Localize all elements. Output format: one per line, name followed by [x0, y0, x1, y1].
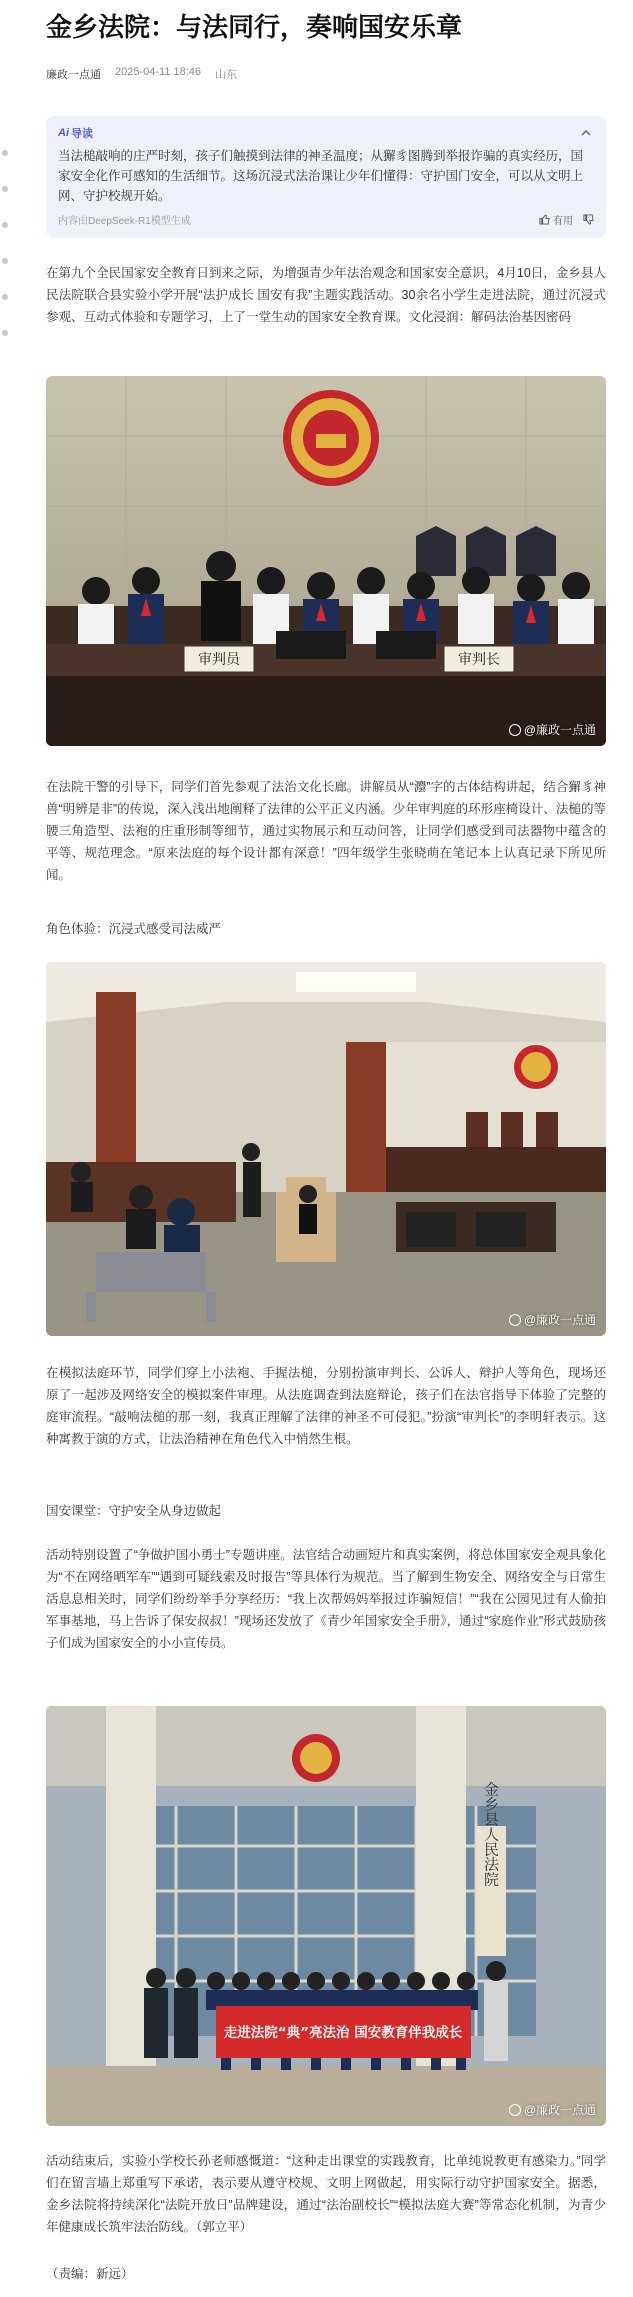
guide-text: 当法槌敲响的庄严时刻，孩子们触摸到法律的神圣温度；从獬豸图腾到举报诈骗的真实经历，国家安全化作可感知的生活细节。这场沉浸式法治课让少年们懂得：守护国门安全，可以从文明上网、守护校规开始。: [58, 149, 584, 203]
ai-guide-box: [46, 116, 606, 238]
collapse-chevron-icon[interactable]: [578, 125, 594, 141]
photo-watermark: @廉政一点通: [509, 721, 596, 738]
photo-mock-trial: [46, 962, 606, 1336]
paragraph-culture: 在法院干警的引导下，同学们首先参观了法治文化长廊。讲解员从“灋”字的古体结构讲起，结合獬豸神兽“明辨是非”的传说，深入浅出地阐释了法律的公平正义内涵。少年审判庭的环形座椅设计、法槌的等腰三角造型、法袍的庄重形制等细节，通过实物展示和互动问答，让同学们感受到司法器物中蕴含的平等、规范理念。“原来法庭的每个设计都有深意！”四年级学生张晓萌在笔记本上认真记录下所见所闻。: [46, 780, 606, 882]
group-banner: 走进法院“典”亮法治 国安教育伴我成长: [223, 2025, 463, 2041]
section-heading-security: 国安课堂：守护安全从身边做起: [46, 1504, 222, 1518]
paragraph-intro: 在第九个全民国家安全教育日到来之际，为增强青少年法治观念和国家安全意识，4月10日，金乡县人民法院联合县实验小学开展“法护成长 国安有我”主题实践活动。30余名小学生走进法院，通过沉浸式参观、互动式体验和专题学习，上了一堂生动的国家安全教育课。文化浸润：解码法治基因密码: [46, 266, 606, 324]
article-datetime: 2025-04-11 18:46: [115, 66, 202, 78]
useful-label: 有用: [553, 216, 573, 227]
guide-tag-label: 导读: [71, 128, 93, 140]
rail-dot[interactable]: [2, 150, 8, 156]
nameplate-left: 审判员: [198, 652, 240, 668]
paragraph-conclusion: 活动结束后，实验小学校长孙老师感慨道：“这种走出课堂的实践教育，比单纯说教更有感染力。”同学们在留言墙上郑重写下承诺，表示要从遵守校规、文明上网做起，用实际行动守护国家安全。据悉，金乡法院将持续深化“法院开放日”品牌建设，通过“法治副校长”“模拟法庭大赛”等常态化机制，为青少年健康成长筑牢法治防线。（郭立平）: [46, 2154, 606, 2234]
nameplate-right: 审判长: [458, 652, 500, 668]
paragraph-security: 活动特别设置了“争做护国小勇士”专题讲座。法官结合动画短片和真实案例，将总体国家安全观具象化为“不在网络晒军车”“遇到可疑线索及时报告”等具体行为规范。当了解到生物安全、网络安全与日常生活息息相关时，同学们纷纷举手分享经历：“我上次帮妈妈举报过诈骗短信！”“我在公园见过有人偷拍军事基地，马上告诉了保安叔叔！”现场还发放了《青少年国家安全手册》，通过“家庭作业”形式鼓励孩子们成为国家安全的小小宣传员。: [46, 1548, 606, 1650]
rail-dot[interactable]: [2, 258, 8, 264]
rail-dot[interactable]: [2, 294, 8, 300]
paragraph-roleplay: 在模拟法庭环节，同学们穿上小法袍、手握法槌，分别扮演审判长、公诉人、辩护人等角色，现场还原了一起涉及网络安全的模拟案件审理。从法庭调查到法庭辩论，孩子们在法官指导下体验了完整的庭审流程。“敲响法槌的那一刻，我真正理解了法律的神圣不可侵犯。”扮演“审判长”的李明轩表示。这种寓教于演的方式，让法治精神在角色代入中悄然生根。: [46, 1366, 606, 1446]
article-source[interactable]: 廉政一点通: [46, 69, 101, 81]
not-useful-button[interactable]: [583, 214, 594, 225]
photo-courtroom-bench: [46, 376, 606, 746]
rail-dot[interactable]: [2, 222, 8, 228]
useful-button[interactable]: [539, 212, 573, 227]
watermark-icon: [509, 1314, 521, 1326]
photo-watermark: @廉政一点通: [509, 2101, 596, 2118]
article-location: 山东: [215, 69, 238, 81]
left-side-rail: [0, 150, 10, 366]
article-meta: [46, 66, 237, 82]
photo-group-court-entrance: [46, 1706, 606, 2126]
rail-dot[interactable]: [2, 330, 8, 336]
watermark-icon: [509, 2104, 521, 2116]
editor-credit: （责编：新远）: [46, 2267, 134, 2281]
section-heading-roleplay: 角色体验：沉浸式感受司法威严: [46, 922, 222, 936]
watermark-icon: [509, 724, 521, 736]
court-sign: 金乡县人民法院: [482, 1781, 500, 1887]
ai-icon: Ai: [58, 127, 69, 139]
thumbs-up-icon: [539, 214, 550, 225]
rail-dot[interactable]: [2, 186, 8, 192]
thumbs-down-icon: [583, 214, 594, 225]
photo-watermark: @廉政一点通: [509, 1311, 596, 1328]
guide-footnote: 内容由DeepSeek-R1模型生成: [58, 216, 191, 227]
guide-tag: [58, 125, 93, 141]
article-title: 金乡法院：与法同行，奏响国安乐章: [46, 13, 463, 43]
